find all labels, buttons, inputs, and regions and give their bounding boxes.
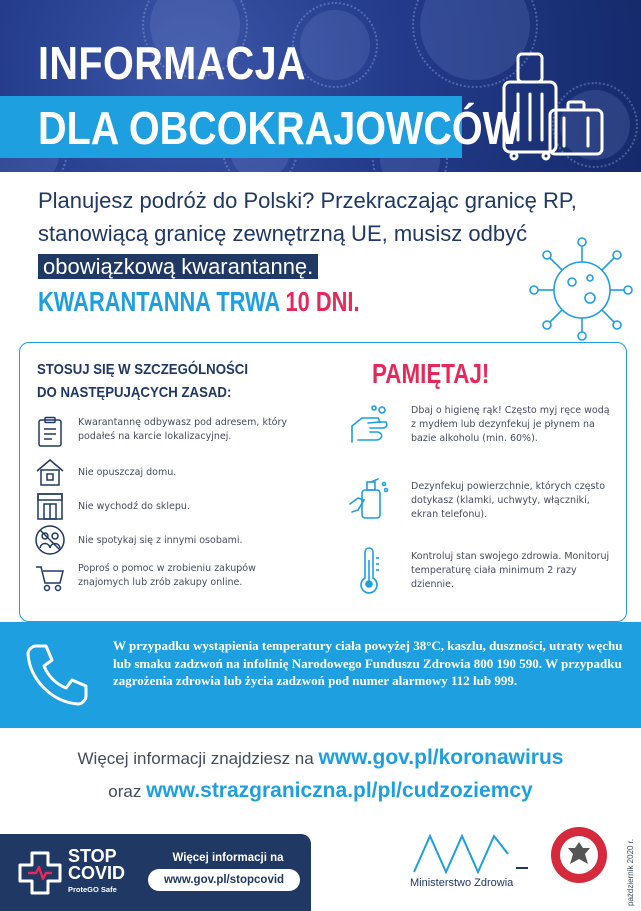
intro-text: Planujesz podróż do Polski? Przekraczając granicę RP, stanowiącą granicę zewnętrzną UE, musisz odbyć [38, 188, 577, 246]
page-title-line2: DLA OBCOKRAJOWCÓW [38, 102, 521, 154]
no-meeting-icon [34, 524, 66, 556]
rules-heading-line2: DO NASTĘPUJĄCYCH ZASAD: [37, 384, 232, 401]
rules-heading [37, 358, 248, 404]
strazgraniczna-link[interactable]: www.strazgraniczna.pl/pl/cudzoziemcy [146, 779, 533, 802]
more-info-row2 [0, 775, 641, 808]
ministry-logo [412, 828, 530, 876]
luggage-icon [496, 48, 608, 162]
rule-text: Nie opuszczaj domu. [78, 467, 177, 478]
rule-text: Poproś o pomoc w zrobieniu zakupów znajomych lub zrób zakupy online. [78, 563, 256, 588]
rule-item [34, 416, 304, 452]
tip-item [348, 404, 610, 452]
tip-item [348, 546, 610, 602]
intro-paragraph [38, 184, 578, 283]
publication-date: październik 2020 r. [626, 838, 635, 906]
stopcovid-title-line2: COVID [68, 863, 126, 883]
tip-text: Dezynfekuj powierzchnie, których często dotykasz (klamki, uchwyty, włączniki, ekran telefonu). [411, 481, 606, 520]
more-info [0, 742, 641, 808]
rule-item [34, 562, 304, 598]
more-info-prefix: Więcej informacji znajdziesz na [77, 749, 314, 768]
more-info-row1 [0, 742, 641, 775]
gov-koronawirus-link[interactable]: www.gov.pl/koronawirus [318, 746, 564, 769]
clipboard-icon [34, 416, 66, 448]
shop-icon [34, 490, 66, 522]
virus-decoration [300, 10, 370, 80]
cart-icon [34, 562, 66, 594]
rule-text: Nie wychodź do sklepu. [78, 501, 190, 512]
stopcovid-title-line1: STOP [68, 846, 117, 866]
page-title-line1: INFORMACJA [38, 37, 307, 89]
stopcovid-more-label: Więcej informacji na [172, 852, 284, 864]
tip-text: Dbaj o higienę rąk! Często myj ręce wodą z mydłem lub dezynfekuj je płynem na bazie alkoholu (min. 60%). [411, 405, 610, 444]
sanitary-inspection-logo [550, 826, 608, 884]
virus-outline-icon [520, 232, 638, 342]
stopcovid-link[interactable]: www.gov.pl/stopcovid [148, 869, 300, 891]
rule-item [34, 456, 304, 490]
stopcovid-cross-icon [16, 849, 64, 897]
quarantine-days: 10 DNI. [285, 286, 360, 317]
emergency-info-text: W przypadku wystąpienia temperatury ciała powyżej 38°C, kaszlu, duszności, utraty węchu lub smaku zadzwoń na infolinię Narodowego Funduszu Zdrowia 800 190 590. W przypadku zagrożenia zdrowia lub życia zadzwoń pod numer alarmowy 112 lub 999. [113, 638, 623, 688]
more-info-prefix: oraz [108, 782, 142, 801]
tip-item [348, 476, 610, 524]
tip-text: Kontroluj stan swojego zdrowia. Monitoruj temperaturę ciała minimum 2 razy dziennie. [411, 551, 610, 590]
handwash-icon [348, 404, 390, 450]
ministry-name: Ministerstwo Zdrowia [410, 877, 514, 889]
disinfect-icon [348, 476, 390, 522]
remember-heading: PAMIĘTAJ! [372, 358, 490, 389]
home-icon [34, 456, 66, 488]
rule-text: Kwarantannę odbywasz pod adresem, który podałeś na karcie lokalizacyjnej. [78, 417, 288, 442]
stopcovid-title [68, 848, 125, 882]
thermometer-icon [348, 546, 390, 596]
quarantine-duration [38, 286, 360, 318]
quarantine-label: KWARANTANNA TRWA [38, 286, 280, 317]
phone-icon [22, 640, 92, 710]
protego-label: ProteGO Safe [68, 885, 117, 894]
rules-heading-line1: STOSUJ SIĘ W SZCZEGÓLNOŚCI [37, 361, 248, 378]
rule-text: Nie spotykaj się z innymi osobami. [78, 535, 243, 546]
intro-highlight: obowiązkową kwarantannę. [38, 254, 318, 279]
rule-item [34, 490, 304, 524]
rule-item [34, 524, 304, 558]
